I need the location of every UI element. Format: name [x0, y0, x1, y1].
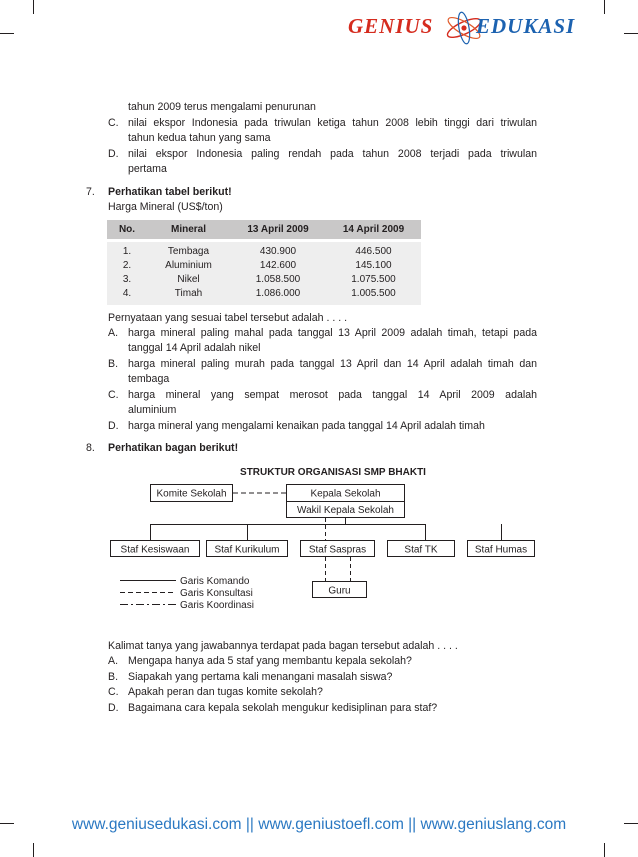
column-no [107, 242, 147, 305]
prev-option-d-label: D. [108, 148, 119, 160]
cell-price: 145.100 [355, 260, 392, 271]
q8-option-b-text: Siapakah yang pertama kali menangani masalah siswa? [128, 671, 393, 683]
staff-label: Staf TK [404, 544, 438, 556]
cell-no: 4. [122, 288, 132, 299]
crop-mark [604, 843, 605, 857]
crop-mark [0, 33, 14, 34]
cell-price: 142.600 [259, 260, 297, 271]
q7-instruction: Perhatikan tabel berikut! [108, 186, 232, 198]
staff-label: Staf Humas [474, 544, 528, 556]
q7-option-a-label: A. [108, 327, 119, 339]
prev-option-c-label: C. [108, 117, 119, 129]
cell-mineral: Aluminium [165, 260, 212, 271]
q7-option-d-label: D. [108, 420, 119, 432]
staff-label: Staf Kurikulum [214, 544, 280, 556]
q7-number: 7. [86, 186, 95, 198]
q8-option-a-label: A. [108, 655, 119, 667]
column-mineral [147, 242, 230, 305]
q8-stem: Kalimat tanya yang jawabannya terdapat pada bagan tersebut adalah . . . . [108, 640, 458, 652]
cell-mineral: Nikel [177, 274, 200, 285]
brand-logo [348, 10, 628, 46]
header-13-april: 13 April 2009 [230, 220, 326, 239]
q7-option-c-line2: aluminium [128, 404, 177, 416]
q8-option-c-text: Apakah peran dan tugas komite sekolah? [128, 686, 323, 698]
q7-option-b-line2: tembaga [128, 373, 170, 385]
legend-label: Garis Komando [180, 576, 250, 587]
cell-price: 1.005.500 [351, 288, 396, 299]
q7-option-a-line1: harga mineral paling mahal pada tanggal 13 April 2009 adalah timah, tetapi pada [128, 327, 537, 339]
logo-left-text: GENIUS [348, 14, 434, 38]
staff-label: Staf Kesiswaan [120, 544, 190, 556]
q7-table-subtitle: Harga Mineral (US$/ton) [108, 201, 223, 213]
q8-number: 8. [86, 442, 95, 454]
cell-price: 1.086.000 [255, 288, 301, 299]
crop-mark [33, 0, 34, 14]
legend-label: Garis Koordinasi [180, 600, 254, 611]
q8-option-a-text: Mengapa hanya ada 5 staf yang membantu kepala sekolah? [128, 655, 412, 667]
wakil-label: Wakil Kepala Sekolah [297, 505, 394, 516]
cell-price: 1.058.500 [255, 274, 301, 285]
q7-option-c-line1: harga mineral yang sempat merosot pada tanggal 14 April 2009 adalah [128, 389, 537, 401]
legend-label: Garis Konsultasi [180, 588, 253, 599]
org-chart [100, 462, 540, 622]
prev-option-c-line2: tahun kedua tahun yang sama [128, 132, 271, 144]
column-14-april [326, 242, 421, 305]
cell-no: 1. [122, 246, 132, 257]
header-14-april: 14 April 2009 [326, 220, 421, 239]
staff-label: Staf Saspras [308, 544, 367, 556]
kepala-label: Kepala Sekolah [310, 488, 381, 500]
column-13-april [230, 242, 326, 305]
q7-option-a-line2: tanggal 14 April adalah nikel [128, 342, 261, 354]
table-row [107, 242, 421, 305]
q7-option-b-label: B. [108, 358, 119, 370]
cell-no: 2. [122, 260, 132, 271]
q7-option-b-line1: harga mineral paling murah pada tanggal 13 April dan 14 April adalah timah dan [128, 358, 537, 370]
q8-option-c-label: C. [108, 686, 119, 698]
prev-b-continuation: tahun 2009 terus mengalami penurunan [128, 101, 316, 113]
cell-price: 446.500 [355, 246, 392, 257]
crop-mark [33, 843, 34, 857]
cell-price: 430.900 [259, 246, 297, 257]
q7-option-d-text: harga mineral yang mengalami kenaikan pada tanggal 14 April adalah timah [128, 420, 485, 432]
cell-no: 3. [122, 274, 132, 285]
cell-price: 1.075.500 [351, 274, 396, 285]
mineral-price-table [107, 220, 421, 305]
logo-right-text: EDUKASI [476, 14, 576, 38]
header-mineral: Mineral [147, 220, 230, 239]
prev-option-d-line1: nilai ekspor Indonesia paling rendah pada tahun 2008 terjadi pada triwulan [128, 148, 537, 160]
footer-links[interactable]: www.geniusedukasi.com || www.geniustoefl.com || www.geniuslang.com [71, 816, 567, 833]
q8-option-b-label: B. [108, 671, 119, 683]
cell-mineral: Tembaga [167, 246, 210, 257]
q7-option-c-label: C. [108, 389, 119, 401]
chart-title: STRUKTUR ORGANISASI SMP BHAKTI [240, 467, 426, 478]
prev-option-c-line1: nilai ekspor Indonesia pada triwulan ketiga tahun 2008 lebih tinggi dari triwulan [128, 117, 537, 129]
q8-option-d-label: D. [108, 702, 119, 714]
prev-option-d-line2: pertama [128, 163, 167, 175]
cell-mineral: Timah [174, 288, 203, 299]
q8-option-d-text: Bagaimana cara kepala sekolah mengukur kedisiplinan para staf? [128, 702, 438, 714]
q7-stem: Pernyataan yang sesuai tabel tersebut adalah . . . . [108, 312, 348, 324]
table-header-row [107, 220, 421, 239]
komite-label: Komite Sekolah [156, 488, 227, 500]
guru-label: Guru [328, 585, 351, 597]
q8-instruction: Perhatikan bagan berikut! [108, 442, 239, 454]
header-no: No. [107, 220, 147, 239]
